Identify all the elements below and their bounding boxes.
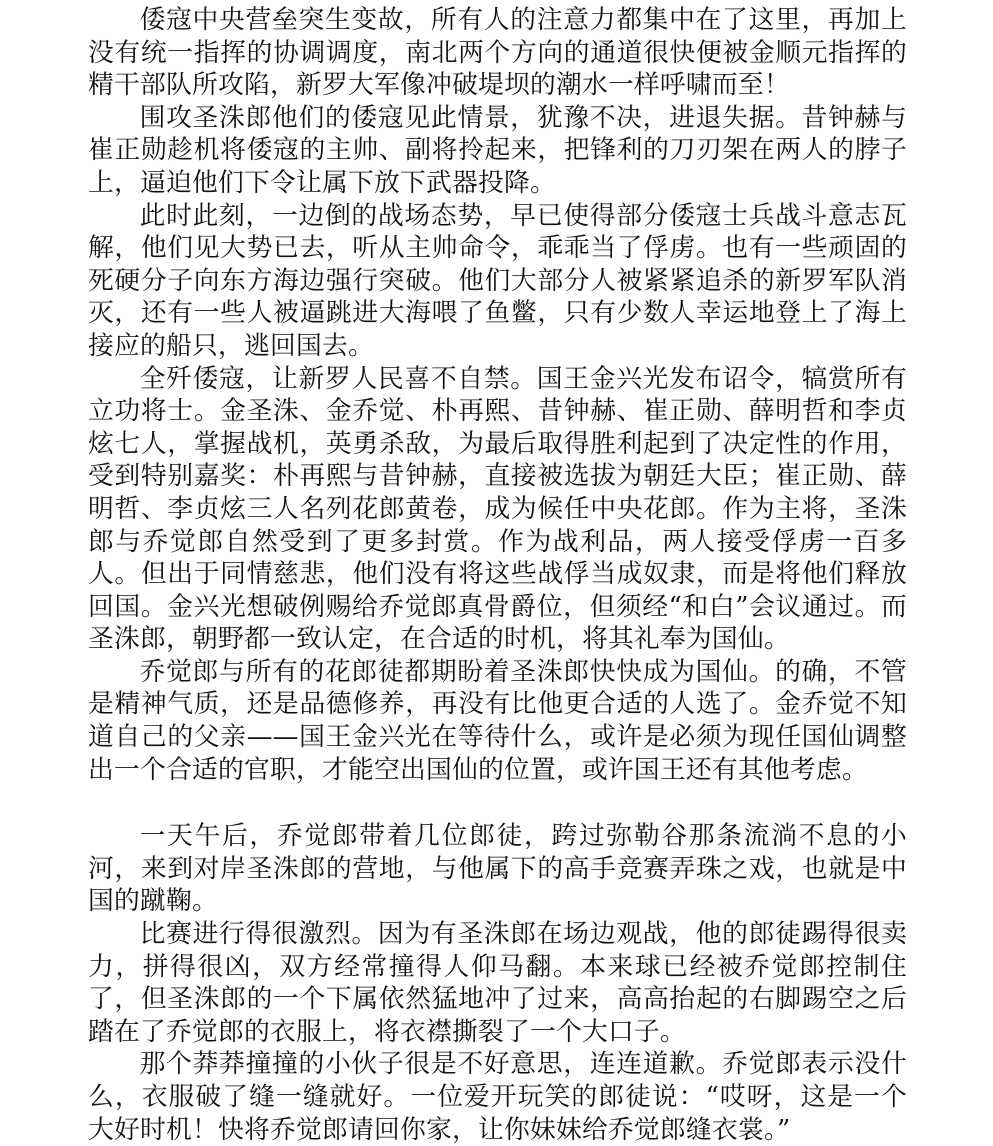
paragraph-afternoon-visit: 一天午后，乔觉郎带着几位郎徒，跨过弥勒谷那条流淌不息的小河，来到对岸圣洙郎的营地，与他属下的高手竞赛弄珠之戏，也就是中国的蹴鞠。 [88, 821, 907, 917]
paragraph-match: 比赛进行得很激烈。因为有圣洙郎在场边观战，他的郎徒踢得很卖力，拼得很凶，双方经常撞得人仰马翻。本来球已经被乔觉郎控制住了，但圣洙郎的一个下属依然猛地冲了过来，高高抬起的右脚踢空之后踏在了乔觉郎的衣服上，将衣襟撕裂了一个大口子。 [88, 919, 907, 1047]
section-two [88, 820, 907, 1146]
paragraph-rewards: 全歼倭寇，让新罗人民喜不自禁。国王金兴光发布诏令，犒赏所有立功将士。金圣洙、金乔觉、朴再熙、昔钟赫、崔正勋、薛明哲和李贞炫七人，掌握战机，英勇杀敌，为最后取得胜利起到了决定性的作用，受到特别嘉奖：朴再熙与昔钟赫，直接被选拔为朝廷大臣；崔正勋、薛明哲、李贞炫三人名列花郎黄卷，成为候任中央花郎。作为主将，圣洙郎与乔觉郎自然受到了更多封赏。作为战利品，两人接受俘虏一百多人。但出于同情慈悲，他们没有将这些战俘当成奴隶，而是将他们释放回国。金兴光想破例赐给乔觉郎真骨爵位，但须经“和白”会议通过。而圣洙郎，朝野都一致认定，在合适的时机，将其礼奉为国仙。 [88, 363, 907, 655]
paragraph-apology: 那个莽莽撞撞的小伙子很是不好意思，连连道歉。乔觉郎表示没什么，衣服破了缝一缝就好。一位爱开玩笑的郎徒说：“哎呀，这是一个大好时机！快将乔觉郎请回你家，让你妹妹给乔觉郎缝衣裳。” [88, 1049, 907, 1145]
paragraph-hesitation: 围攻圣洙郎他们的倭寇见此情景，犹豫不决，进退失据。昔钟赫与崔正勋趁机将倭寇的主帅、副将拎起来，把锋利的刀刃架在两人的脖子上，逼迫他们下令让属下放下武器投降。 [88, 102, 907, 198]
paragraph-national-immortal: 乔觉郎与所有的花郎徒都期盼着圣洙郎快快成为国仙。的确，不管是精神气质，还是品德修养，再没有比他更合适的人选了。金乔觉不知道自己的父亲——国王金兴光在等待什么，或许是必须为现任国仙调整出一个合适的官职，才能空出国仙的位置，或许国王还有其他考虑。 [88, 656, 907, 785]
paragraph-battle-outcome: 此时此刻，一边倒的战场态势，早已使得部分倭寇士兵战斗意志瓦解，他们见大势已去，听从主帅命令，乖乖当了俘虏。也有一些顽固的死硬分子向东方海边强行突破。他们大部分人被紧紧追杀的新罗军队消灭，还有一些人被逼跳进大海喂了鱼鳖，只有少数人幸运地登上了海上接应的船只，逃回国去。 [88, 200, 907, 361]
paragraph-siege-collapse: 倭寇中央营垒突生变故，所有人的注意力都集中在了这里，再加上没有统一指挥的协调调度，南北两个方向的通道很快便被金顺元指挥的精干部队所攻陷，新罗大军像冲破堤坝的潮水一样呼啸而至！ [88, 5, 907, 101]
section-divider [88, 786, 907, 820]
section-one [88, 0, 907, 786]
